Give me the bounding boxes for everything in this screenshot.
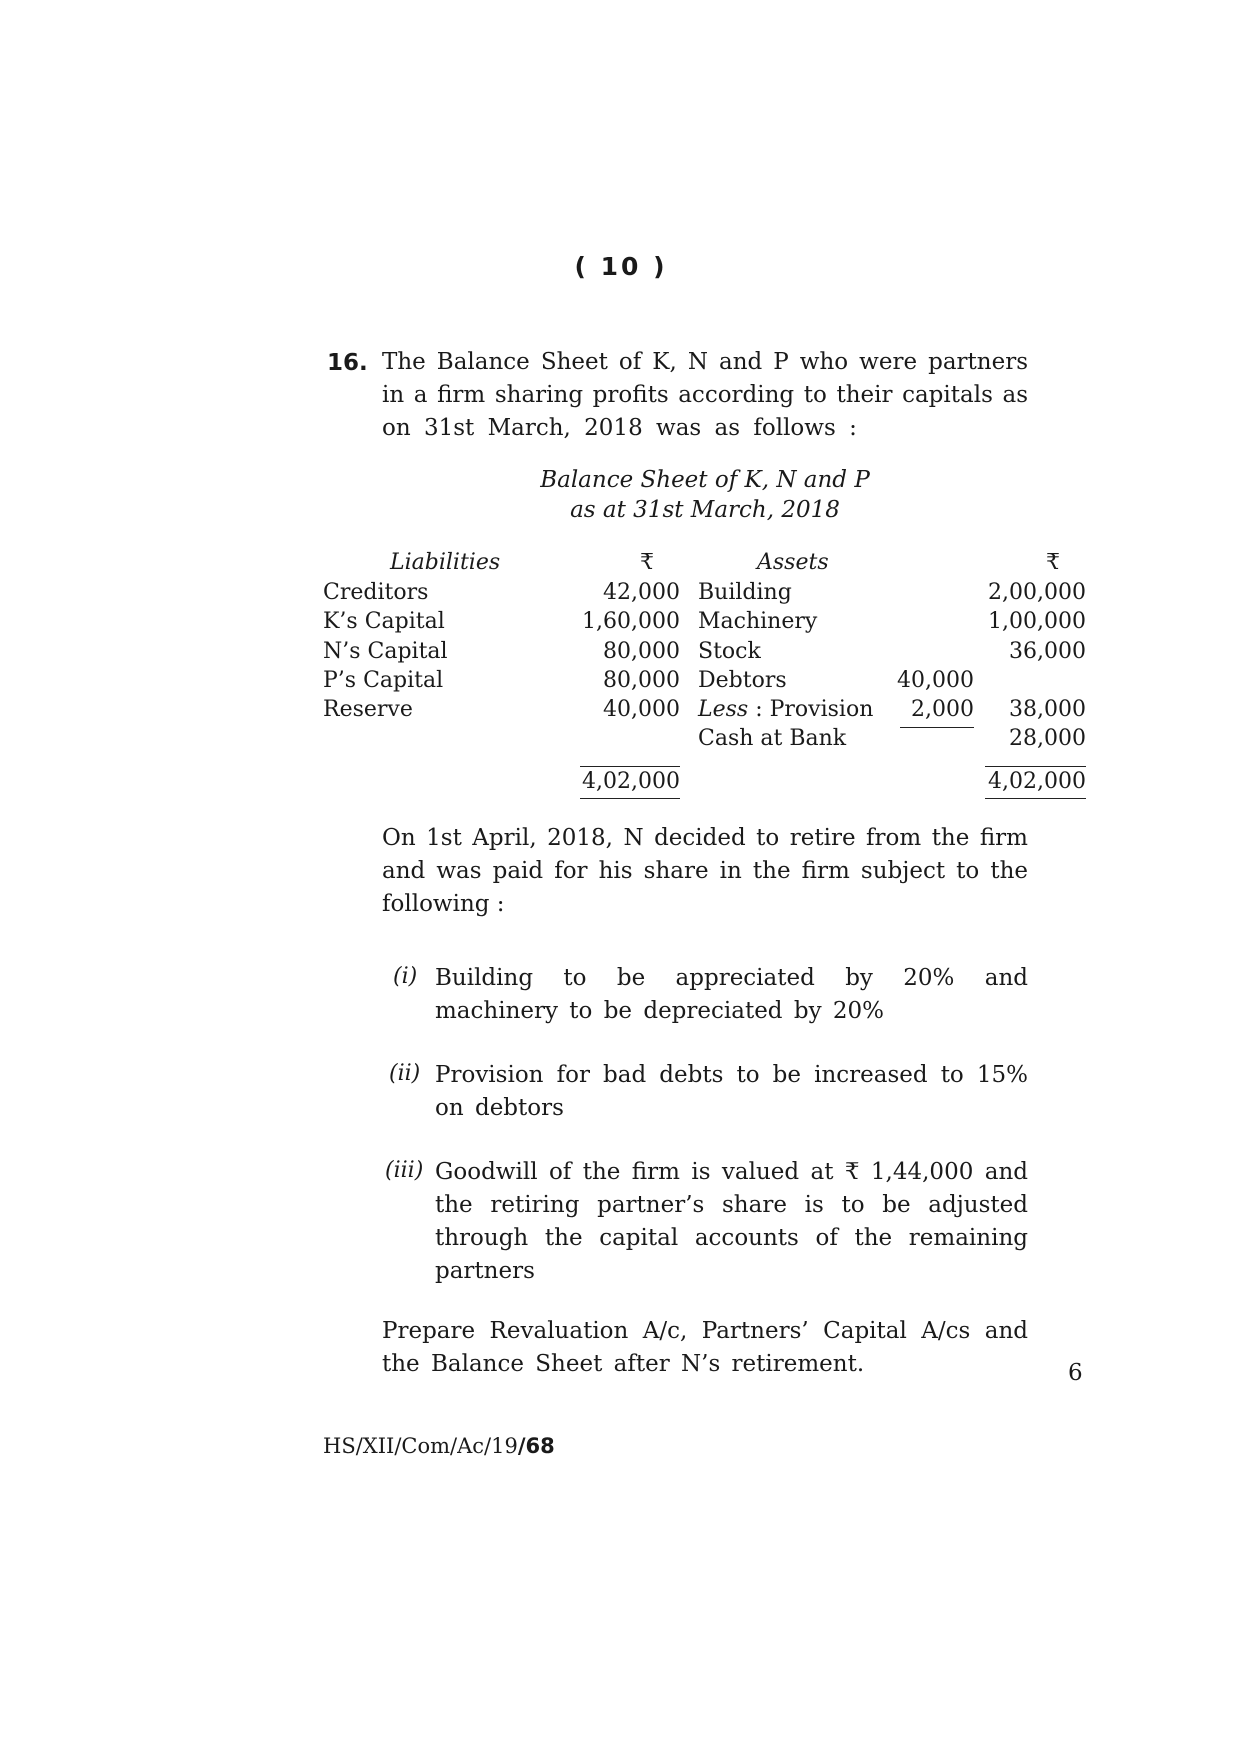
assets-header: Assets bbox=[757, 550, 829, 575]
question-number: 16. bbox=[327, 350, 368, 376]
body-line: following : bbox=[382, 891, 505, 917]
liability-name: P’s Capital bbox=[323, 668, 444, 693]
body-line: and was paid for his share in the firm subject to the bbox=[382, 858, 1028, 884]
item-number: (iii) bbox=[385, 1158, 424, 1183]
assets-total-top-rule bbox=[985, 766, 1086, 767]
liability-name: K’s Capital bbox=[323, 609, 445, 634]
item-text bbox=[435, 1059, 1028, 1125]
assets-total: 4,02,000 bbox=[988, 769, 1086, 794]
item-number: (ii) bbox=[389, 1061, 421, 1086]
liability-amount: 1,60,000 bbox=[582, 609, 680, 634]
footer-page: /68 bbox=[517, 1434, 555, 1458]
asset-amount: 28,000 bbox=[1009, 726, 1086, 751]
intro-line: in a firm sharing profits according to their capitals as bbox=[382, 382, 1028, 408]
asset-amount: 2,00,000 bbox=[988, 580, 1086, 605]
asset-name: Building bbox=[698, 580, 792, 605]
asset-name bbox=[698, 696, 873, 724]
intro-line: on 31st March, 2018 was as follows : bbox=[382, 415, 857, 441]
footer-code-text: HS/XII/Com/Ac/19 bbox=[323, 1434, 518, 1458]
liability-name: Creditors bbox=[323, 580, 429, 605]
liability-amount: 80,000 bbox=[603, 668, 680, 693]
question-closing bbox=[382, 1315, 1028, 1381]
liability-amount: 42,000 bbox=[603, 580, 680, 605]
marks: 6 bbox=[1068, 1360, 1083, 1386]
currency-symbol: ₹ bbox=[1046, 550, 1060, 575]
title-line: Balance Sheet of K, N and P bbox=[540, 467, 870, 493]
asset-name: Stock bbox=[698, 639, 761, 664]
intro-line: The Balance Sheet of K, N and P who were partners bbox=[382, 349, 1028, 375]
item-number: (i) bbox=[393, 964, 418, 989]
liabilities-total-top-rule bbox=[580, 766, 680, 767]
question-intro bbox=[382, 346, 1028, 445]
item-line: Building to be appreciated by 20% and bbox=[435, 965, 1028, 991]
item-text bbox=[435, 1156, 1028, 1288]
assets-total-bottom-rule bbox=[985, 798, 1086, 799]
item-text bbox=[435, 962, 1028, 1028]
liabilities-header: Liabilities bbox=[390, 550, 501, 575]
asset-inner-amount: 40,000 bbox=[897, 668, 974, 693]
asset-amount: 36,000 bbox=[1009, 639, 1086, 664]
item-line: on debtors bbox=[435, 1095, 564, 1121]
item-line: Goodwill of the firm is valued at ₹ 1,44,000 and bbox=[435, 1159, 1028, 1185]
liability-amount: 40,000 bbox=[603, 697, 680, 722]
liabilities-total-bottom-rule bbox=[580, 798, 680, 799]
question-body bbox=[382, 822, 1028, 921]
liabilities-total: 4,02,000 bbox=[582, 769, 680, 794]
provision-underline bbox=[900, 727, 974, 728]
item-line: machinery to be depreciated by 20% bbox=[435, 998, 884, 1024]
item-line: the retiring partner’s share is to be adjusted bbox=[435, 1192, 1028, 1218]
liability-name: N’s Capital bbox=[323, 639, 448, 664]
footer-code bbox=[323, 1434, 555, 1458]
provision-label: : Provision bbox=[748, 697, 874, 722]
item-line: Provision for bad debts to be increased to 15% bbox=[435, 1062, 1028, 1088]
asset-inner-amount: 2,000 bbox=[911, 697, 974, 722]
item-line: through the capital accounts of the remaining bbox=[435, 1225, 1028, 1251]
title-line: as at 31st March, 2018 bbox=[570, 497, 840, 523]
body-line: On 1st April, 2018, N decided to retire from the firm bbox=[382, 825, 1028, 851]
asset-amount: 1,00,000 bbox=[988, 609, 1086, 634]
asset-name: Machinery bbox=[698, 609, 818, 634]
page-number: ( 10 ) bbox=[574, 252, 668, 281]
currency-symbol: ₹ bbox=[640, 550, 654, 575]
liability-name: Reserve bbox=[323, 697, 413, 722]
asset-name: Cash at Bank bbox=[698, 726, 847, 751]
asset-name: Debtors bbox=[698, 668, 787, 693]
liability-amount: 80,000 bbox=[603, 639, 680, 664]
balance-sheet-title bbox=[0, 465, 1242, 525]
asset-amount: 38,000 bbox=[1009, 697, 1086, 722]
less-label: Less bbox=[698, 697, 749, 722]
item-line: partners bbox=[435, 1258, 535, 1284]
closing-line: the Balance Sheet after N’s retirement. bbox=[382, 1351, 865, 1377]
closing-line: Prepare Revaluation A/c, Partners’ Capital A/cs and bbox=[382, 1318, 1028, 1344]
